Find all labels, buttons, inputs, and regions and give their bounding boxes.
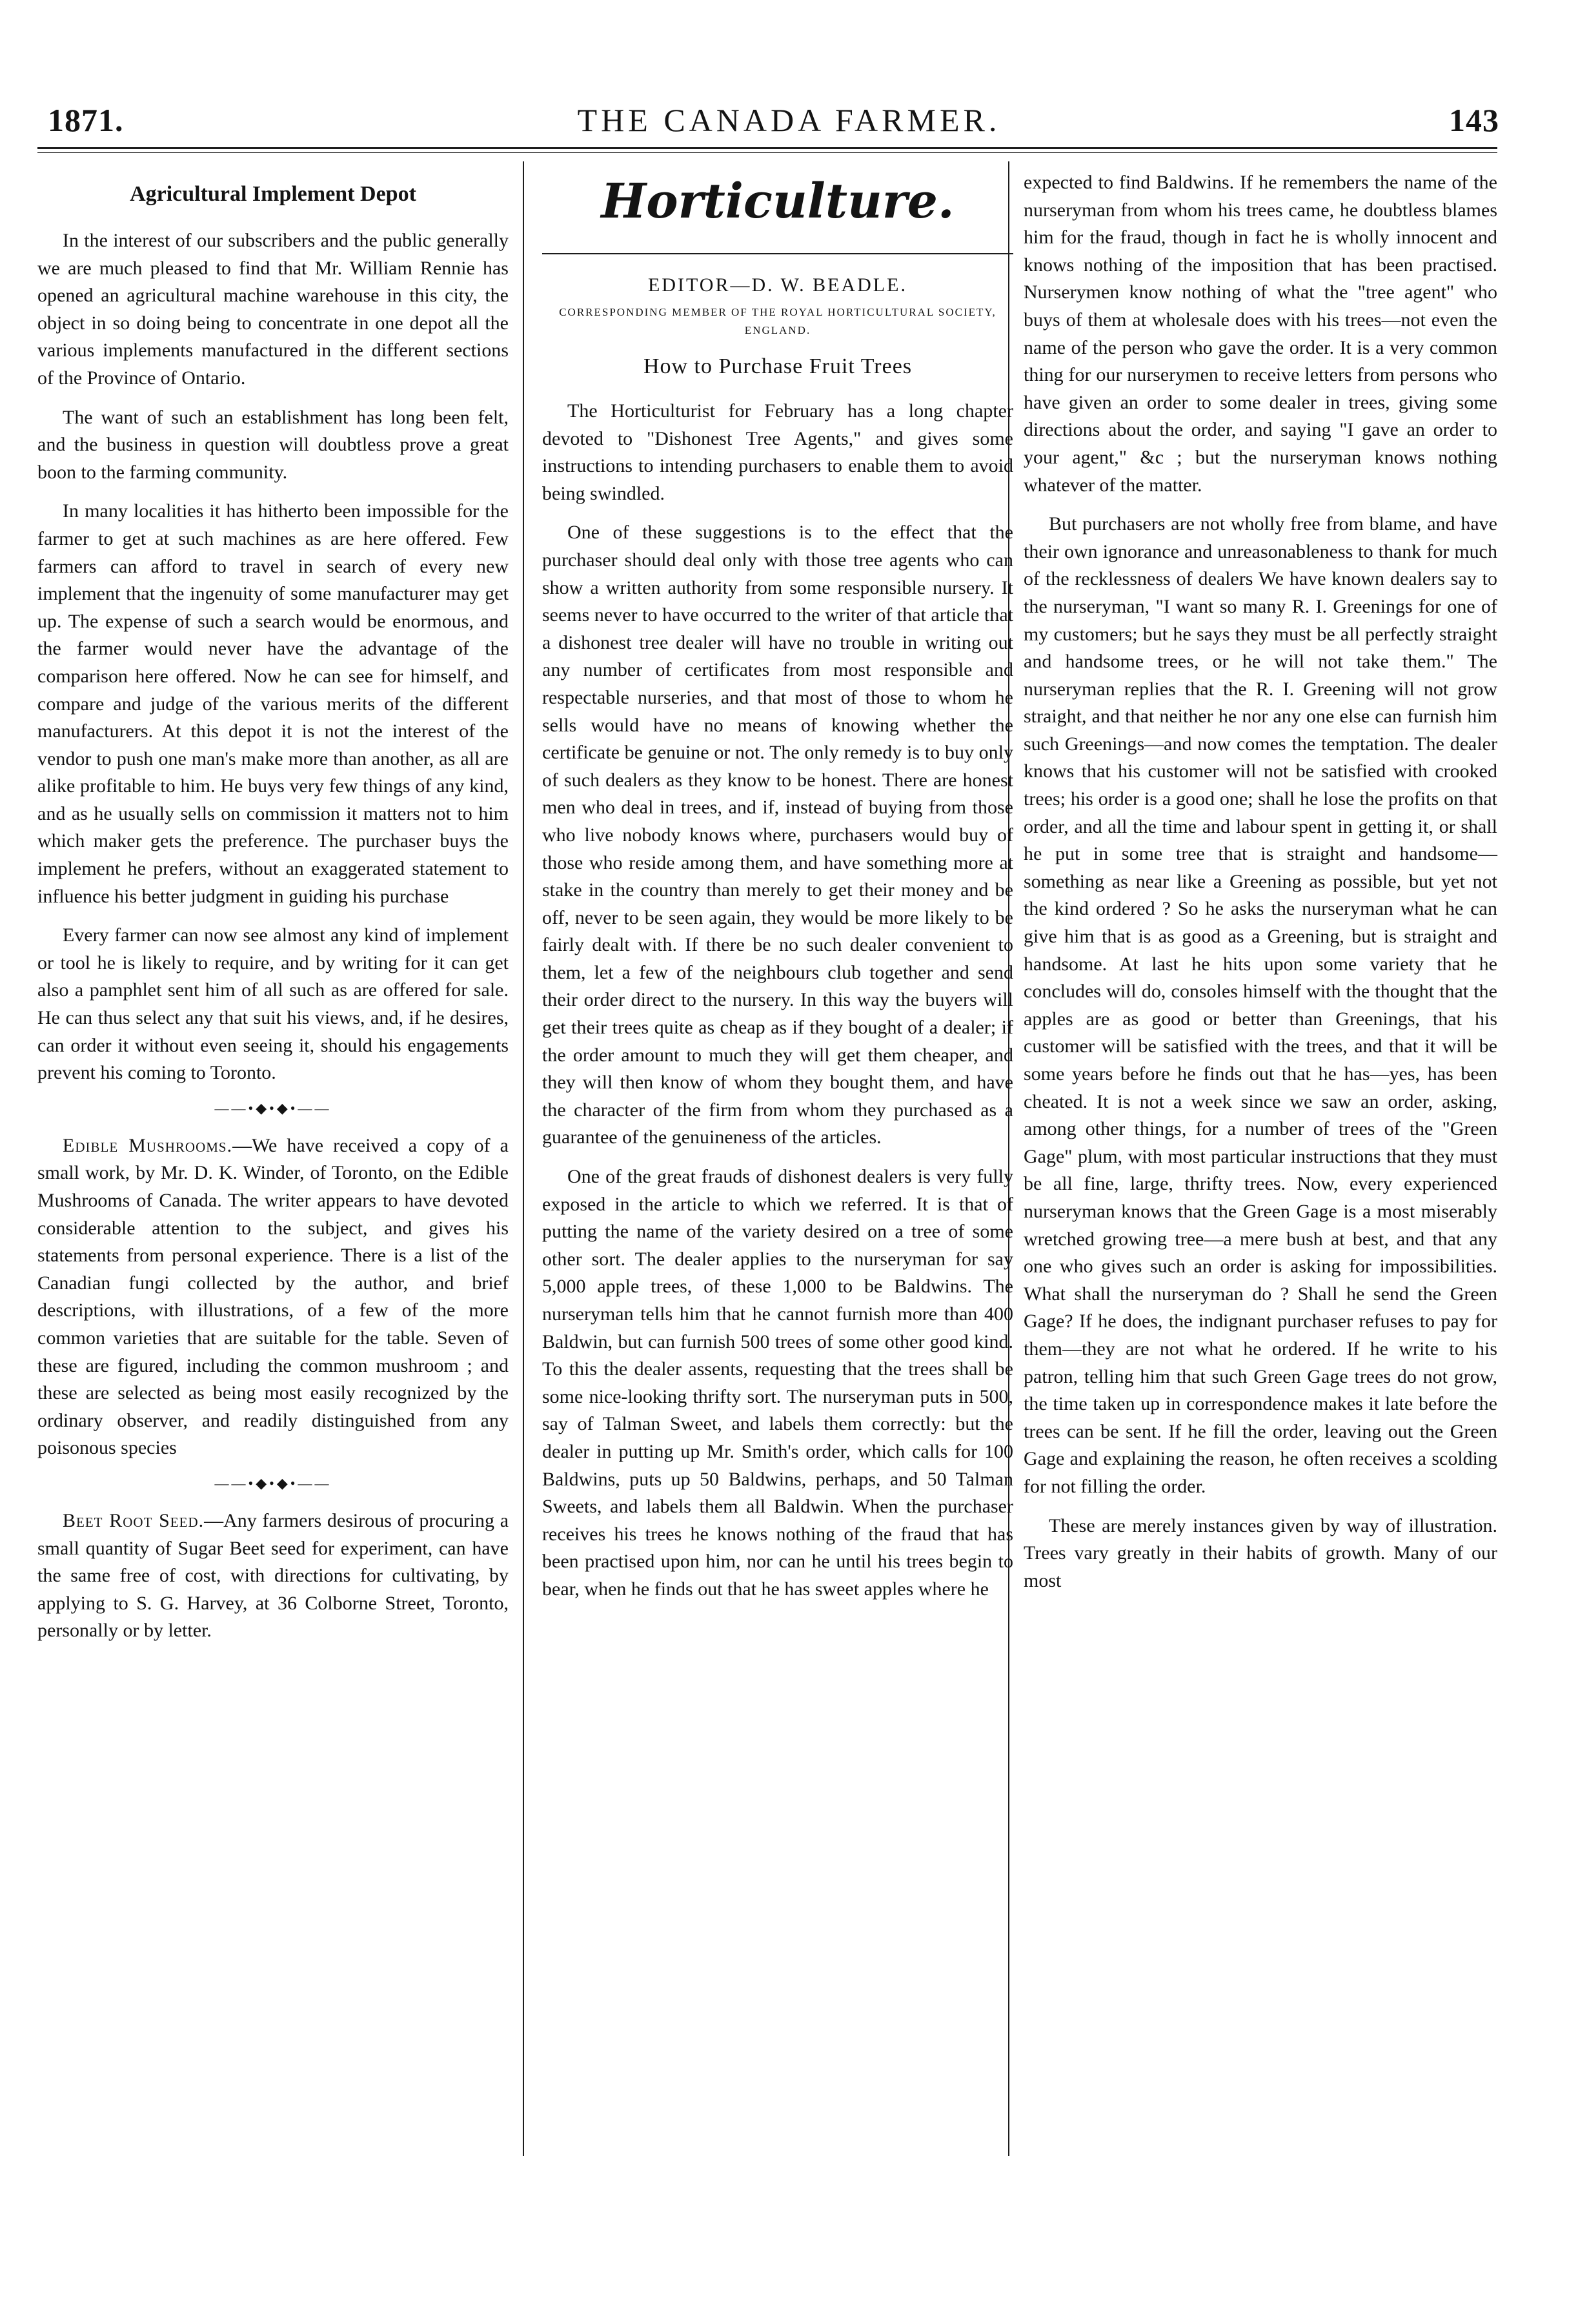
column-middle xyxy=(542,169,1013,1615)
editor-block xyxy=(542,271,1013,340)
paragraph-edible-mushrooms xyxy=(37,1132,509,1462)
run-in-heading: Beet Root Seed. xyxy=(63,1509,205,1531)
paragraph: But purchasers are not wholly free from blame, and have their own ignorance and unreasonableness to thank for much of the recklessness of dealers We have known dealers say to the nurseryman, "I want so many R. I. Greenings for one of my customers; but he says they must be all perfectly straight and handsome trees, or he will not take them." The nurseryman replies that the R. I. Greening will not grow straight, and that neither he nor any one else can furnish him such Greenings—and now comes the temptation. The dealer knows that his customer will not be satisfied with crooked trees; his order is a good one; shall he lose the profits on that order, and all the time and labour spent in getting it, or shall he put in some tree that is straight and handsome—something as near like a Greening as possible, but yet not the kind ordered ? So he asks the nurseryman what he can give him that is as good as a Greening, but is straight and handsome. At last he hits upon some variety that he concludes will do, consoles himself with the thought that the apples are as good or better than Greenings, that his customer will be satisfied with the trees, and that it will be some years before he finds out that he has—yes, has been cheated. It is not a week since we saw an order, asking, among other things, for a number of trees of the "Green Gage" plum, with most particular instructions that they must be all fine, large, thrifty trees. Now, every experienced nurseryman knows that the Green Gage is a most miserably wretched growing tree—a mere bush at best, and that any one who gives such an order is asking for impossibilities. What shall the nurseryman do ? Shall he send the Green Gage? If he does, the indignant purchaser refuses to pay for them—they are not what he ordered. If he write to his patron, telling him that such Green Gage trees do not grow, the time taken up in correspondence makes it late before the trees can be sent. If he fill the order, leaving out the Green Gage and explaining the reason, he often receives a scolding for not filling the order. xyxy=(1024,513,1497,1497)
header-rule-thin xyxy=(37,152,1497,153)
article-title-implement-depot: Agricultural Implement Depot xyxy=(130,182,416,206)
paragraph-continued: expected to find Baldwins. If he remembers the name of the nurseryman from whom his trees came, he doubtless blames him for the fraud, though in fact he is wholly innocent and knows nothing of the imposition that has been practised. Nurserymen know nothing of what the "tree agent" who buys of them at wholesale does with his trees—not even the name of the person who gave the order. It is a very common thing for our nurserymen to receive letters from persons who have given an order to some dealer in trees, giving some directions about the order, and saying "I gave an order to your agent," &c ; but the nurseryman knows nothing whatever of the matter. xyxy=(1024,172,1497,496)
article-title-fruit-trees: How to Purchase Fruit Trees xyxy=(643,354,913,378)
section-ornament: ——•◆•◆•—— xyxy=(214,1099,332,1116)
column-divider-left xyxy=(523,161,524,2156)
paragraph: These are merely instances given by way of illustration. Trees vary greatly in their habits of growth. Many of our most xyxy=(1024,1514,1497,1591)
paragraph: In many localities it has hitherto been impossible for the farmer to get at such machines as are here offered. Few farmers can afford to travel in search of every new implement that the ingenuity of some manufacturer may get up. The expense of such a search would be enormous, and the farmer would never have the advantage of the comparison here offered. Now he can see for himself, and compare and judge of the various merits of the different manufacturers. At this depot it is not the interest of the vendor to push one man's make more than another, as all are alike profitable to him. He buys very few things of any kind, and as he usually sells on commission it matters not to him which maker gets the preference. The purchaser buys the implement he prefers, without an exaggerated statement to influence his better judgment in guiding his purchase xyxy=(37,500,509,907)
column-right xyxy=(1024,169,1497,1606)
department-rule xyxy=(542,253,1013,254)
paragraph: One of the great frauds of dishonest dealers is very fully exposed in the article to which we referred. It is that of putting the name of the variety desired on a tree of some other sort. The dealer applies to the nurseryman for say 5,000 apple trees, of these 1,000 to be Baldwins. The nurseryman tells him that he cannot furnish more than 400 Baldwin, but can furnish 500 trees of some other good kind. To this the dealer assents, requesting that the trees shall be some nice-looking thrifty sort. The nurseryman puts in 500, say of Talman Sweet, and labels them correctly: but the dealer in putting up Mr. Smith's order, which calls for 100 Baldwins, puts up 50 Baldwins, perhaps, and 50 Talman Sweets, and labels them all Baldwin. When the purchaser receives his trees he knows nothing of the fraud that has been practised upon him, nor can he until his trees begin to bear, when he finds out that he has sweet apples where he xyxy=(542,1166,1013,1600)
editor-credential: CORRESPONDING MEMBER OF THE ROYAL HORTICULTURAL SOCIETY, ENGLAND. xyxy=(559,306,996,336)
column-left xyxy=(37,169,509,1656)
paragraph-text: —We have received a copy of a small work, by Mr. D. K. Winder, of Toronto, on the Edible Mushrooms of Canada. The writer appears to have devoted considerable attention to the subject, and gives his statements from personal experience. There is a list of the Canadian fungi collected by the author, and brief descriptions, with illustrations, of a few of the more common varieties that are suitable for the table. Seven of these are figured, including the common mushroom ; and these are selected as being most easily recognized by the ordinary observer, and readily distinguished from any poisonous species xyxy=(37,1134,509,1459)
paragraph: One of these suggestions is to the effect that the purchaser should deal only with those tree agents who can show a written authority from some responsible nursery. It seems never to have occurred to the writer of that article that a dishonest tree dealer will have no trouble in writing out any number of certificates from most responsible and respectable nurseries, and that most of those to whom he sells would have no means of knowing whether the certificate be genuine or not. The only remedy is to buy only of such dealers as they know to be honest. There are honest men who deal in trees, and if, instead of buying from those who live nobody knows where, purchasers would buy of those who reside among them, and have something more at stake in the country than merely to get their money and be off, never to be seen again, they would be more likely to be fairly dealt with. If there be no such dealer convenient to them, let a few of the neighbours club together and send their order direct to the nursery. In this way the buyers will get their trees quite as cheap as if they bought of a dealer; if the order amount to much they will get them cheaper, and they will then know of whom they bought them, and have the character of the firm from whom they purchased as a guarantee of the genuineness of the articles. xyxy=(542,522,1013,1148)
paragraph-text: —Any farmers desirous of procuring a small quantity of Sugar Beet seed for experiment, can have the same free of cost, with directions for cultivating, by applying to S. G. Harvey, at 36 Colborne Street, Toronto, personally or by letter. xyxy=(37,1509,509,1642)
department-heading: Horticulture. xyxy=(601,174,955,229)
paragraph: The want of such an establishment has long been felt, and the business in question will doubtless prove a great boon to the farming community. xyxy=(37,406,509,483)
header-rule xyxy=(37,147,1497,149)
paragraph: The Horticulturist for February has a long chapter devoted to "Dishonest Tree Agents," and gives some instructions to intending purchasers to enable them to avoid being swindled. xyxy=(542,400,1013,504)
run-in-heading: Edible Mushrooms. xyxy=(63,1134,233,1156)
journal-title: THE CANADA FARMER. xyxy=(577,102,1001,138)
page-year: 1871. xyxy=(48,102,124,138)
section-ornament: ——•◆•◆•—— xyxy=(214,1474,332,1491)
paragraph-beet-root-seed xyxy=(37,1507,509,1645)
page-number: 143 xyxy=(1449,102,1499,138)
paragraph: Every farmer can now see almost any kind of implement or tool he is likely to require, and by writing for it can get also a pamphlet sent him of all such as are offered for sale. He can thus select any that suit his views, and, if he desires, can order it without even seeing it, should his engagements prevent his coming to Toronto. xyxy=(37,924,509,1084)
editor-name: EDITOR—D. W. BEADLE. xyxy=(648,274,907,296)
paragraph: In the interest of our subscribers and the public generally we are much pleased to find that Mr. William Rennie has opened an agricultural machine warehouse in this city, the object in so doing being to concentrate in one depot all the various implements manufactured in the different sections of the Province of Ontario. xyxy=(37,230,509,389)
